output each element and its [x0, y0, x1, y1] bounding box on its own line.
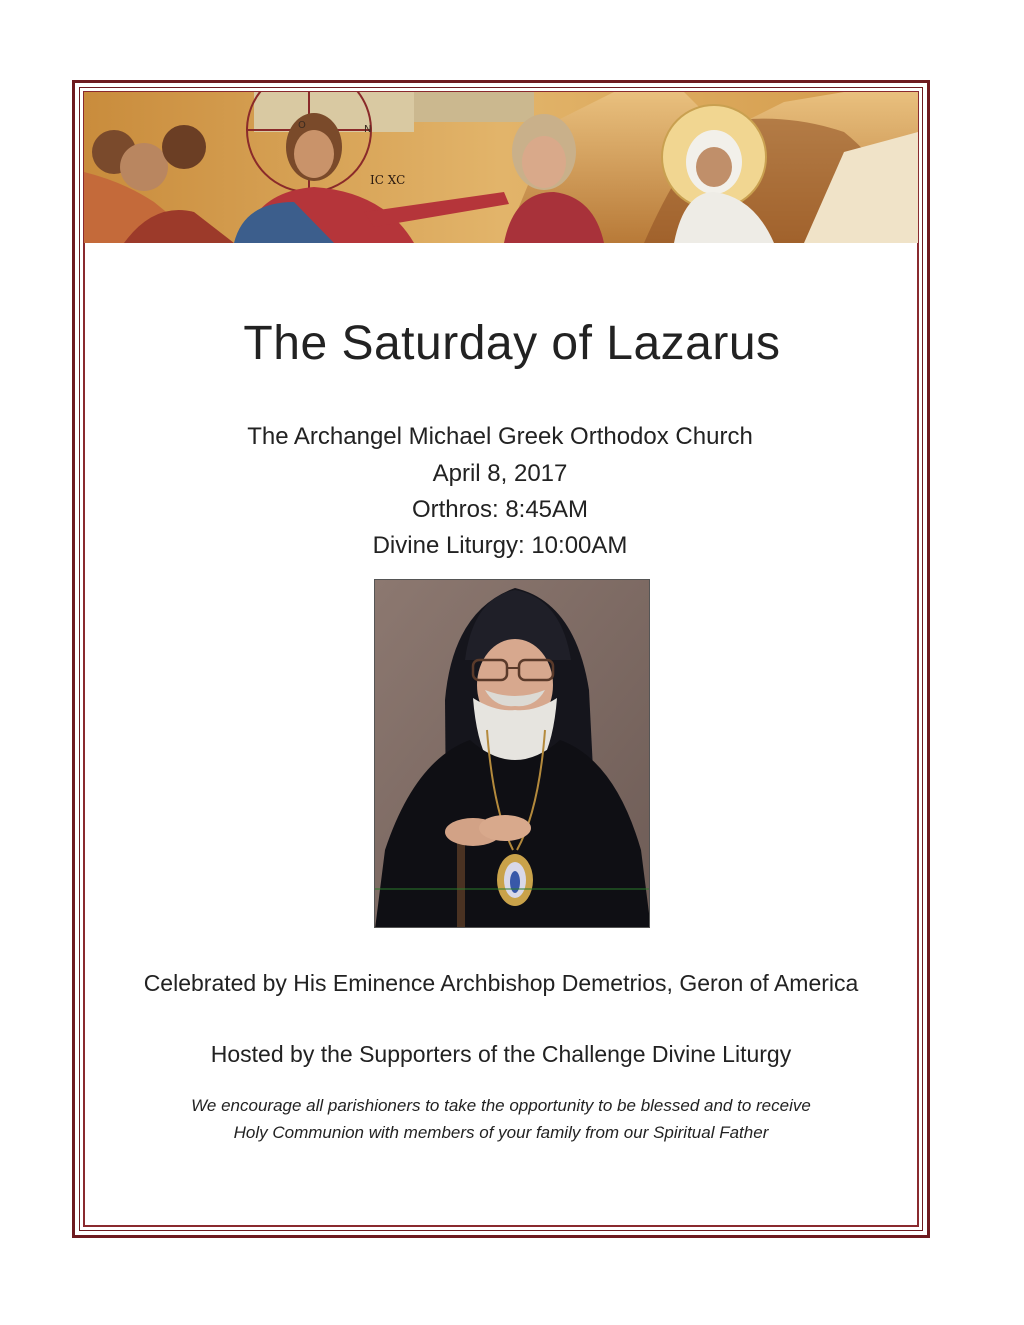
halo-letter-o: O — [298, 120, 306, 131]
encouragement-line-1: We encourage all parishioners to take the opportunity to be blessed and to receive — [191, 1096, 811, 1115]
orthros-time: Orthros: 8:45AM — [411, 496, 589, 523]
encouragement-line-2: Holy Communion with members of your family from our Spiritual Father — [233, 1123, 769, 1142]
christ-monogram: IC XC — [370, 173, 406, 187]
archbishop-portrait — [374, 579, 650, 928]
raising-of-lazarus-icon — [84, 92, 918, 243]
event-title: The Saturday of Lazarus — [243, 317, 781, 370]
event-date: April 8, 2017 — [432, 460, 568, 487]
celebrant-line: Celebrated by His Eminence Archbishop Demetrios, Geron of America — [143, 970, 859, 996]
halo-letter-n: N — [364, 124, 372, 135]
church-name: The Archangel Michael Greek Orthodox Church — [247, 423, 753, 450]
hosted-by-line: Hosted by the Supporters of the Challenge Divine Liturgy — [210, 1041, 792, 1067]
liturgy-time: Divine Liturgy: 10:00AM — [372, 532, 628, 559]
